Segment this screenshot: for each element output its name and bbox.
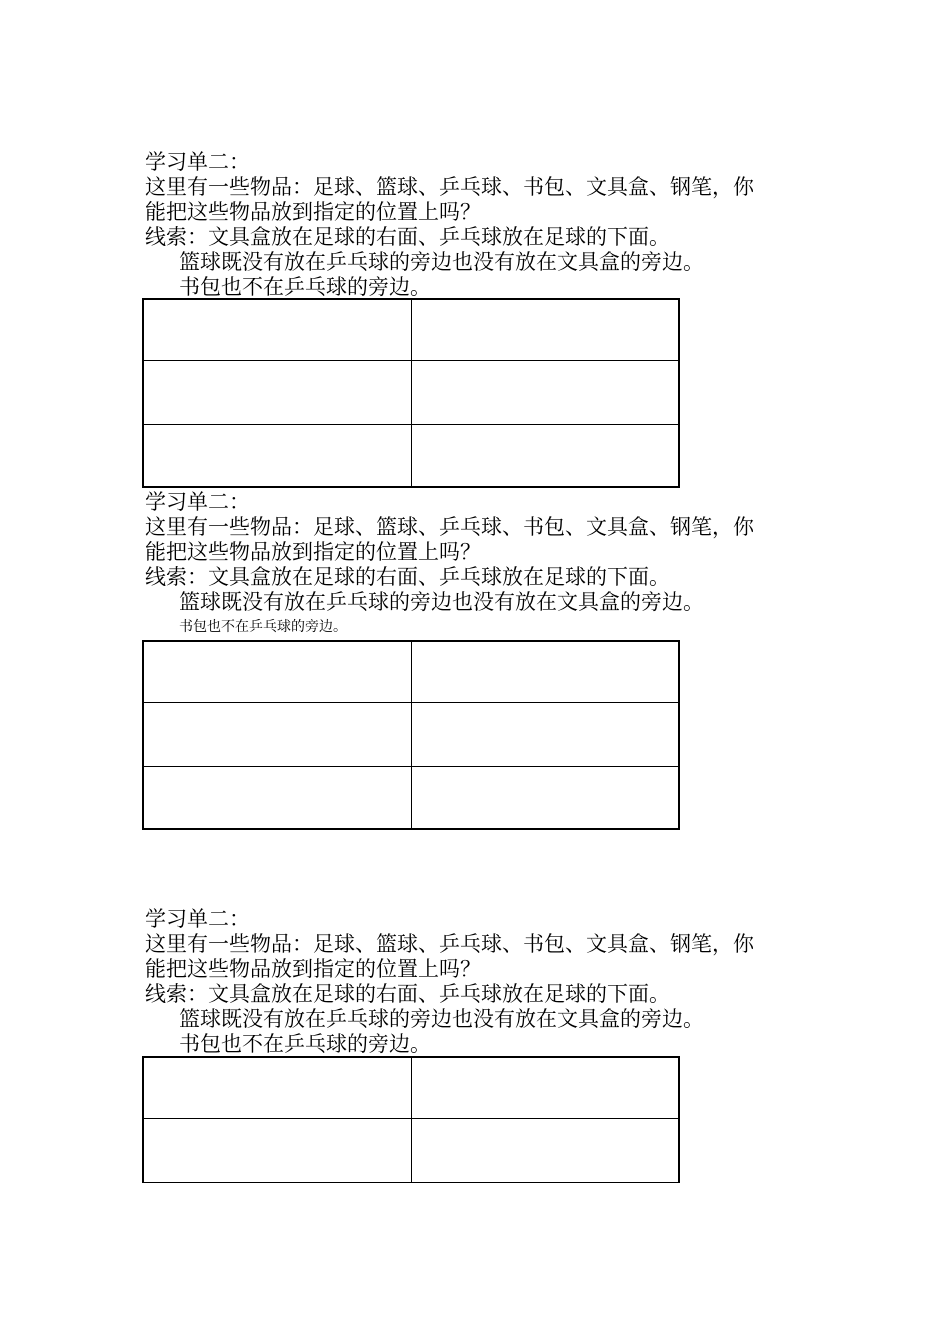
- question-line-1: 这里有一些物品：足球、篮球、乒乓球、书包、文具盒、钢笔，你: [145, 932, 754, 956]
- grid-cell[interactable]: [143, 1057, 411, 1118]
- grid-cell[interactable]: [143, 1118, 411, 1182]
- worksheet-title: 学习单二：: [145, 490, 250, 514]
- worksheet-3: [145, 907, 825, 1057]
- answer-grid-1: [142, 298, 680, 488]
- worksheet-title: 学习单二：: [145, 150, 250, 174]
- clue-line-3: 书包也不在乒乓球的旁边。: [179, 1032, 431, 1056]
- grid-cell[interactable]: [411, 299, 679, 360]
- grid-cell[interactable]: [143, 702, 411, 766]
- clue-line-2: 篮球既没有放在乒乓球的旁边也没有放在文具盒的旁边。: [179, 1007, 704, 1031]
- question-line-2: 能把这些物品放到指定的位置上吗？: [145, 540, 481, 564]
- clue-line-1: 线索：文具盒放在足球的右面、乒乓球放在足球的下面。: [145, 565, 670, 589]
- clue-line-2: 篮球既没有放在乒乓球的旁边也没有放在文具盒的旁边。: [179, 250, 704, 274]
- grid-cell[interactable]: [143, 299, 411, 360]
- grid-cell[interactable]: [411, 1118, 679, 1182]
- grid-cell[interactable]: [411, 702, 679, 766]
- grid-cell[interactable]: [411, 766, 679, 829]
- grid-cell[interactable]: [143, 641, 411, 702]
- grid-cell[interactable]: [411, 360, 679, 424]
- question-line-1: 这里有一些物品：足球、篮球、乒乓球、书包、文具盒、钢笔，你: [145, 175, 754, 199]
- grid-cell[interactable]: [411, 1057, 679, 1118]
- clue-line-1: 线索：文具盒放在足球的右面、乒乓球放在足球的下面。: [145, 225, 670, 249]
- grid-cell[interactable]: [143, 424, 411, 487]
- question-line-1: 这里有一些物品：足球、篮球、乒乓球、书包、文具盒、钢笔，你: [145, 515, 754, 539]
- clue-line-2: 篮球既没有放在乒乓球的旁边也没有放在文具盒的旁边。: [179, 590, 704, 614]
- answer-grid-3: [142, 1056, 680, 1183]
- clue-line-1: 线索：文具盒放在足球的右面、乒乓球放在足球的下面。: [145, 982, 670, 1006]
- clue-line-3: 书包也不在乒乓球的旁边。: [179, 275, 431, 299]
- grid-cell[interactable]: [143, 766, 411, 829]
- worksheet-1: [145, 150, 825, 300]
- question-line-2: 能把这些物品放到指定的位置上吗？: [145, 957, 481, 981]
- clue-line-3: 书包也不在乒乓球的旁边。: [179, 619, 347, 635]
- answer-grid-2: [142, 640, 680, 830]
- grid-cell[interactable]: [411, 424, 679, 487]
- worksheet-title: 学习单二：: [145, 907, 250, 931]
- grid-cell[interactable]: [143, 360, 411, 424]
- question-line-2: 能把这些物品放到指定的位置上吗？: [145, 200, 481, 224]
- grid-cell[interactable]: [411, 641, 679, 702]
- worksheet-2: [145, 490, 825, 636]
